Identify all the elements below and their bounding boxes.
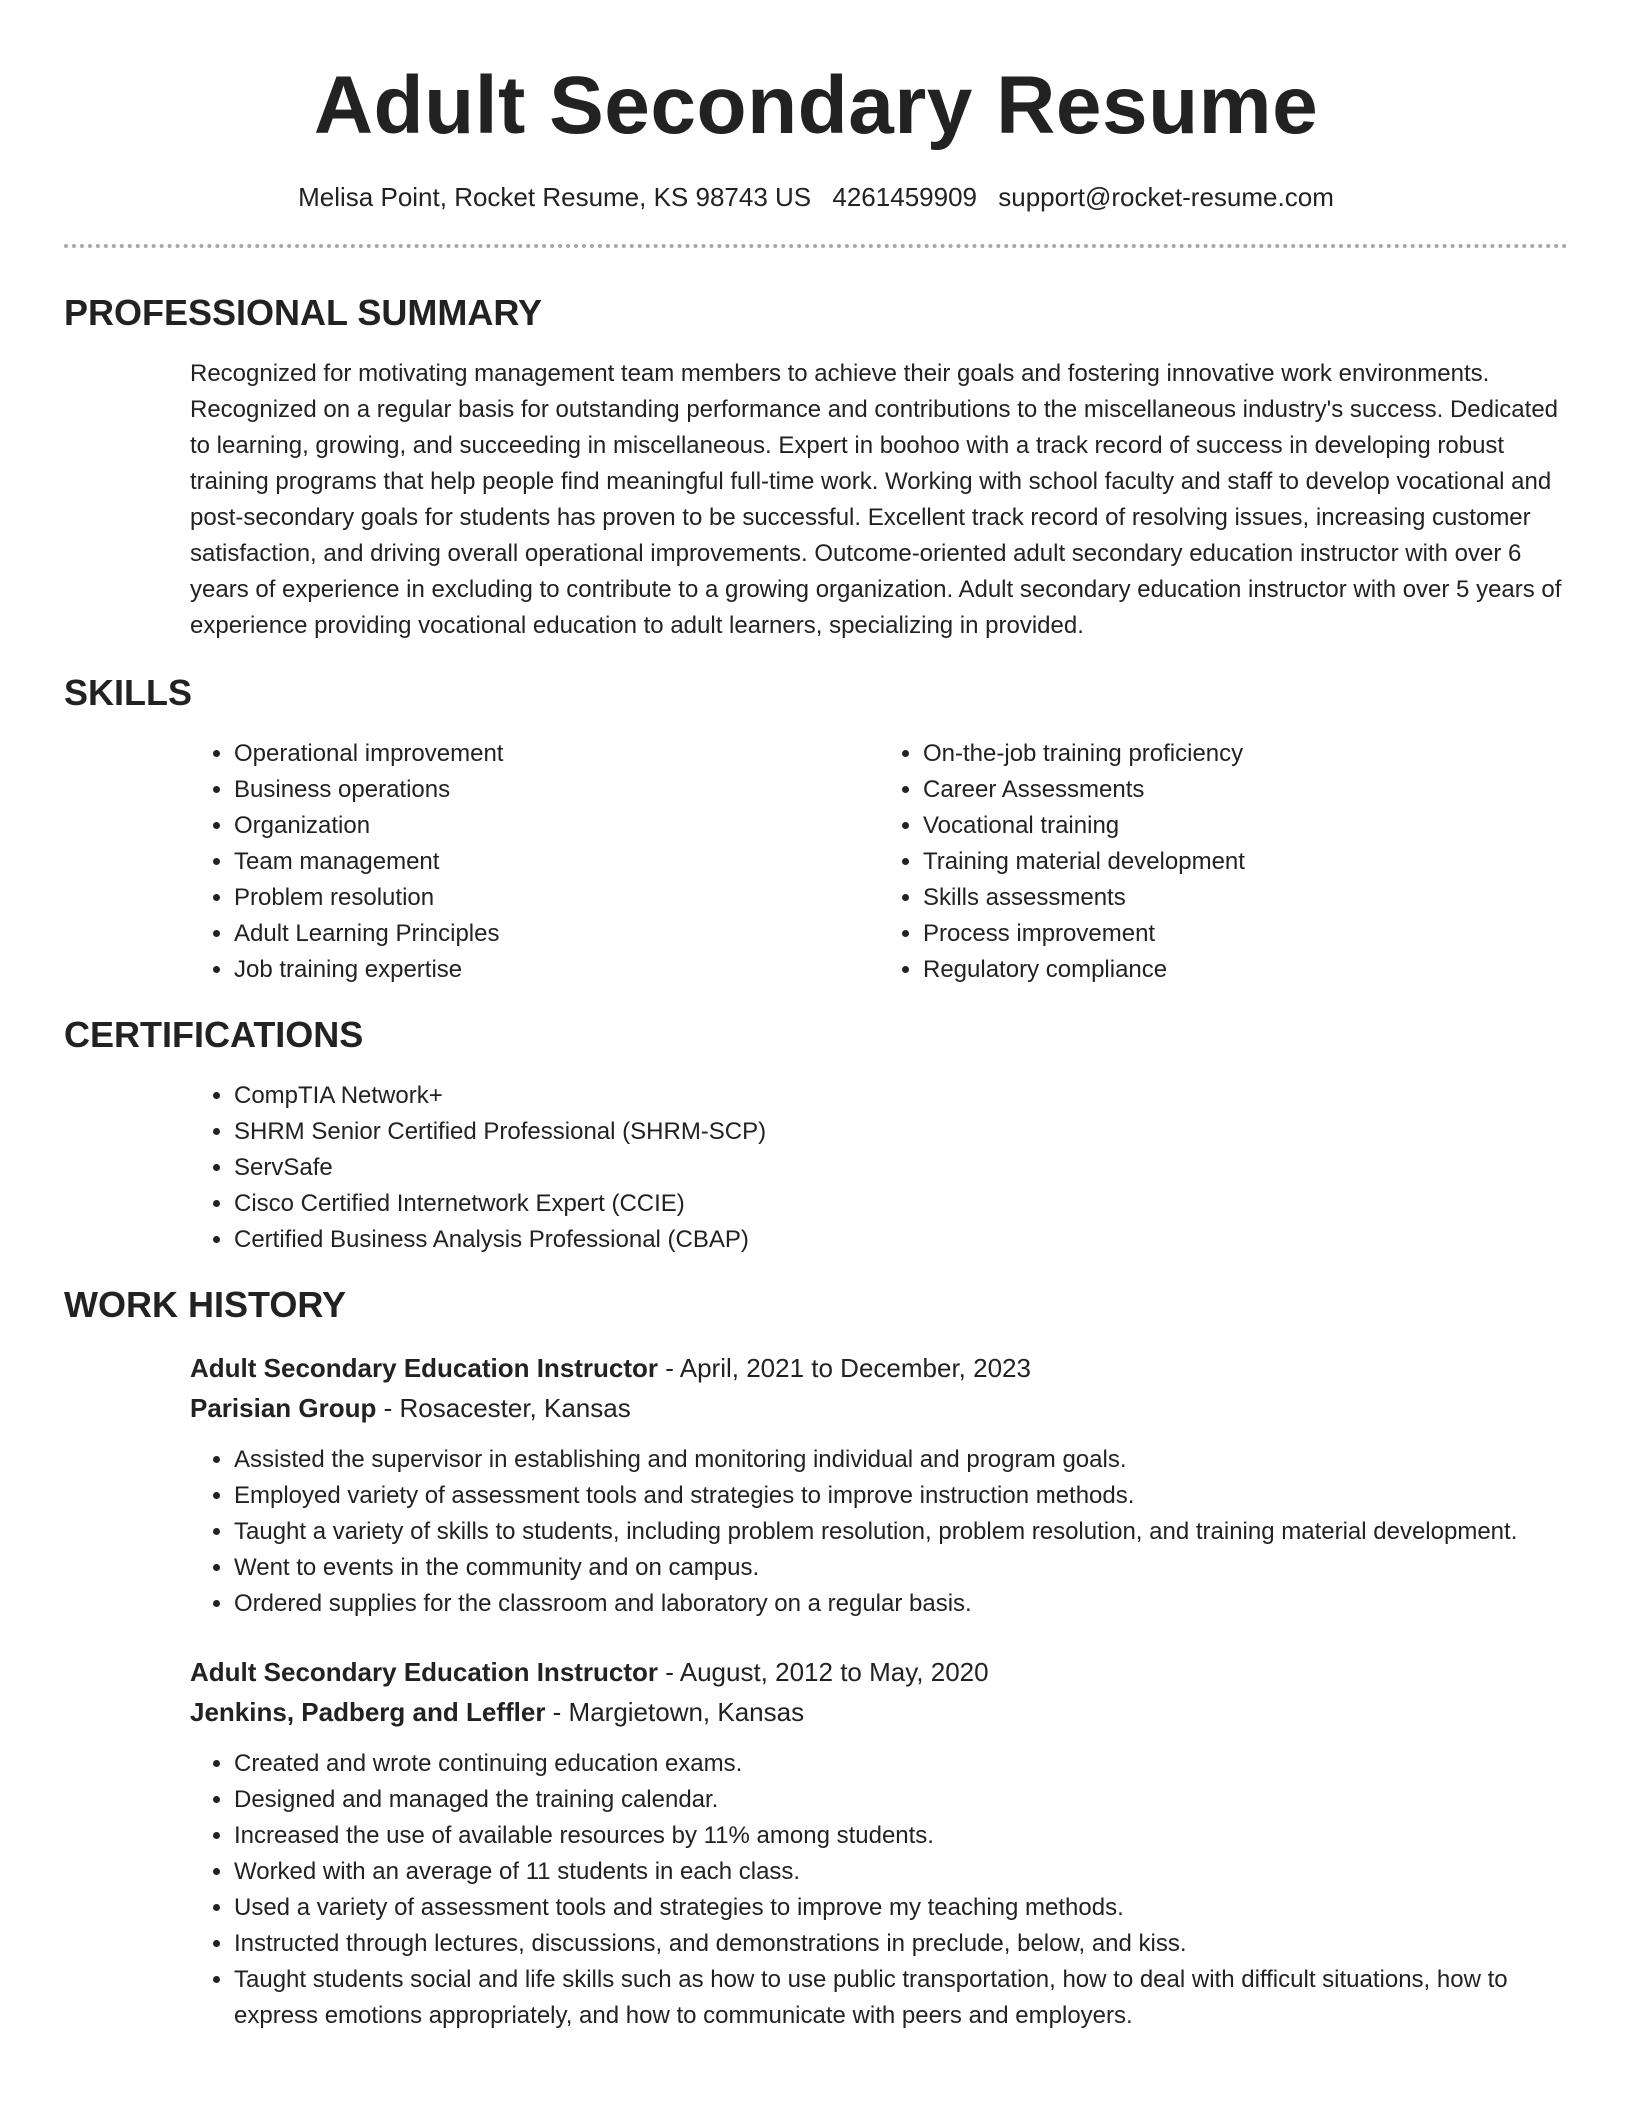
certification-item: • Certified Business Analysis Professional (CBAP) xyxy=(234,1222,1568,1258)
company-line xyxy=(190,1388,1568,1428)
job-bullet: • Instructed through lectures, discussions, and demonstrations in preclude, below, and kiss. xyxy=(234,1926,1568,1962)
skill-item: • Training material development xyxy=(923,844,1568,880)
certification-item: • Cisco Certified Internetwork Expert (CCIE) xyxy=(234,1186,1568,1222)
summary-text: Recognized for motivating management team members to achieve their goals and fostering innovative work environments. Recognized on a regular basis for outstanding performance and contributions to the miscellaneous industry's success. Dedicated to learning, growing, and succeeding in miscellaneous. Expert in boohoo with a track record of success in developing robust training programs that help people find meaningful full-time work. Working with school faculty and staff to develop vocational and post-secondary goals for students has proven to be successful. Excellent track record of resolving issues, increasing customer satisfaction, and driving overall operational improvements. Outcome-oriented adult secondary education instructor with over 6 years of experience in excluding to contribute to a growing organization. Adult secondary education instructor with over 5 years of experience providing vocational education to adult learners, specializing in provided. xyxy=(190,360,1562,639)
skill-item: • Team management xyxy=(234,844,879,880)
job-bullet: • Went to events in the community and on campus. xyxy=(234,1550,1568,1586)
job-bullet: • Designed and managed the training calendar. xyxy=(234,1782,1568,1818)
contact-address: Melisa Point, Rocket Resume, KS 98743 US xyxy=(298,182,812,212)
skill-item: • Adult Learning Principles xyxy=(234,916,879,952)
skills-heading: SKILLS xyxy=(64,672,193,713)
skills-list-right xyxy=(879,736,1568,988)
job-entry xyxy=(190,1348,1568,1622)
skill-item: • Process improvement xyxy=(923,916,1568,952)
skill-item: • Vocational training xyxy=(923,808,1568,844)
job-bullet: • Ordered supplies for the classroom and laboratory on a regular basis. xyxy=(234,1586,1568,1622)
skills-list-left xyxy=(190,736,879,988)
skill-item: • Career Assessments xyxy=(923,772,1568,808)
job-bullets xyxy=(190,1442,1568,1622)
certification-item: • CompTIA Network+ xyxy=(234,1078,1568,1114)
job-entry xyxy=(190,1652,1568,2034)
skill-item: • Business operations xyxy=(234,772,879,808)
job-title-line xyxy=(190,1652,1568,1692)
contact-email[interactable]: support@rocket-resume.com xyxy=(998,182,1334,212)
job-bullet: • Used a variety of assessment tools and strategies to improve my teaching methods. xyxy=(234,1890,1568,1926)
job-bullet: • Increased the use of available resources by 11% among students. xyxy=(234,1818,1568,1854)
contact-line xyxy=(64,180,1568,214)
skill-item: • Operational improvement xyxy=(234,736,879,772)
certification-item: • SHRM Senior Certified Professional (SHRM-SCP) xyxy=(234,1114,1568,1150)
job-bullet: • Taught students social and life skills such as how to use public transportation, how to deal with difficult situations, how to express emotions appropriately, and how to communicate with peers and employers. xyxy=(234,1962,1568,2034)
certification-item: • ServSafe xyxy=(234,1150,1568,1186)
skill-item: • On-the-job training proficiency xyxy=(923,736,1568,772)
company-name: Jenkins, Padberg and Leffler xyxy=(190,1697,546,1727)
company-name: Parisian Group xyxy=(190,1393,377,1423)
job-bullet: • Taught a variety of skills to students, including problem resolution, problem resolution, and training material development. xyxy=(234,1514,1568,1550)
job-bullet: • Employed variety of assessment tools and strategies to improve instruction methods. xyxy=(234,1478,1568,1514)
certifications-list xyxy=(190,1078,1568,1258)
job-title: Adult Secondary Education Instructor xyxy=(190,1353,659,1383)
job-bullet: • Assisted the supervisor in establishing and monitoring individual and program goals. xyxy=(234,1442,1568,1478)
job-title-line xyxy=(190,1348,1568,1388)
skills-columns xyxy=(190,736,1568,988)
company-location: - Margietown, Kansas xyxy=(545,1697,805,1727)
certifications-heading: CERTIFICATIONS xyxy=(64,1014,364,1055)
company-line xyxy=(190,1692,1568,1732)
job-title: Adult Secondary Education Instructor xyxy=(190,1657,659,1687)
company-location: - Rosacester, Kansas xyxy=(376,1393,631,1423)
job-dates: - April, 2021 to December, 2023 xyxy=(658,1353,1031,1383)
job-dates: - August, 2012 to May, 2020 xyxy=(658,1657,989,1687)
summary-heading: PROFESSIONAL SUMMARY xyxy=(64,292,543,333)
skill-item: • Skills assessments xyxy=(923,880,1568,916)
job-bullets xyxy=(190,1746,1568,2034)
header-divider xyxy=(64,244,1568,248)
resume-title: Adult Secondary Resume xyxy=(313,60,1319,151)
skill-item: • Organization xyxy=(234,808,879,844)
skill-item: • Regulatory compliance xyxy=(923,952,1568,988)
job-bullet: • Worked with an average of 11 students in each class. xyxy=(234,1854,1568,1890)
job-bullet: • Created and wrote continuing education exams. xyxy=(234,1746,1568,1782)
skill-item: • Problem resolution xyxy=(234,880,879,916)
skill-item: • Job training expertise xyxy=(234,952,879,988)
work-history-heading: WORK HISTORY xyxy=(64,1284,347,1325)
contact-phone: 4261459909 xyxy=(832,182,977,212)
